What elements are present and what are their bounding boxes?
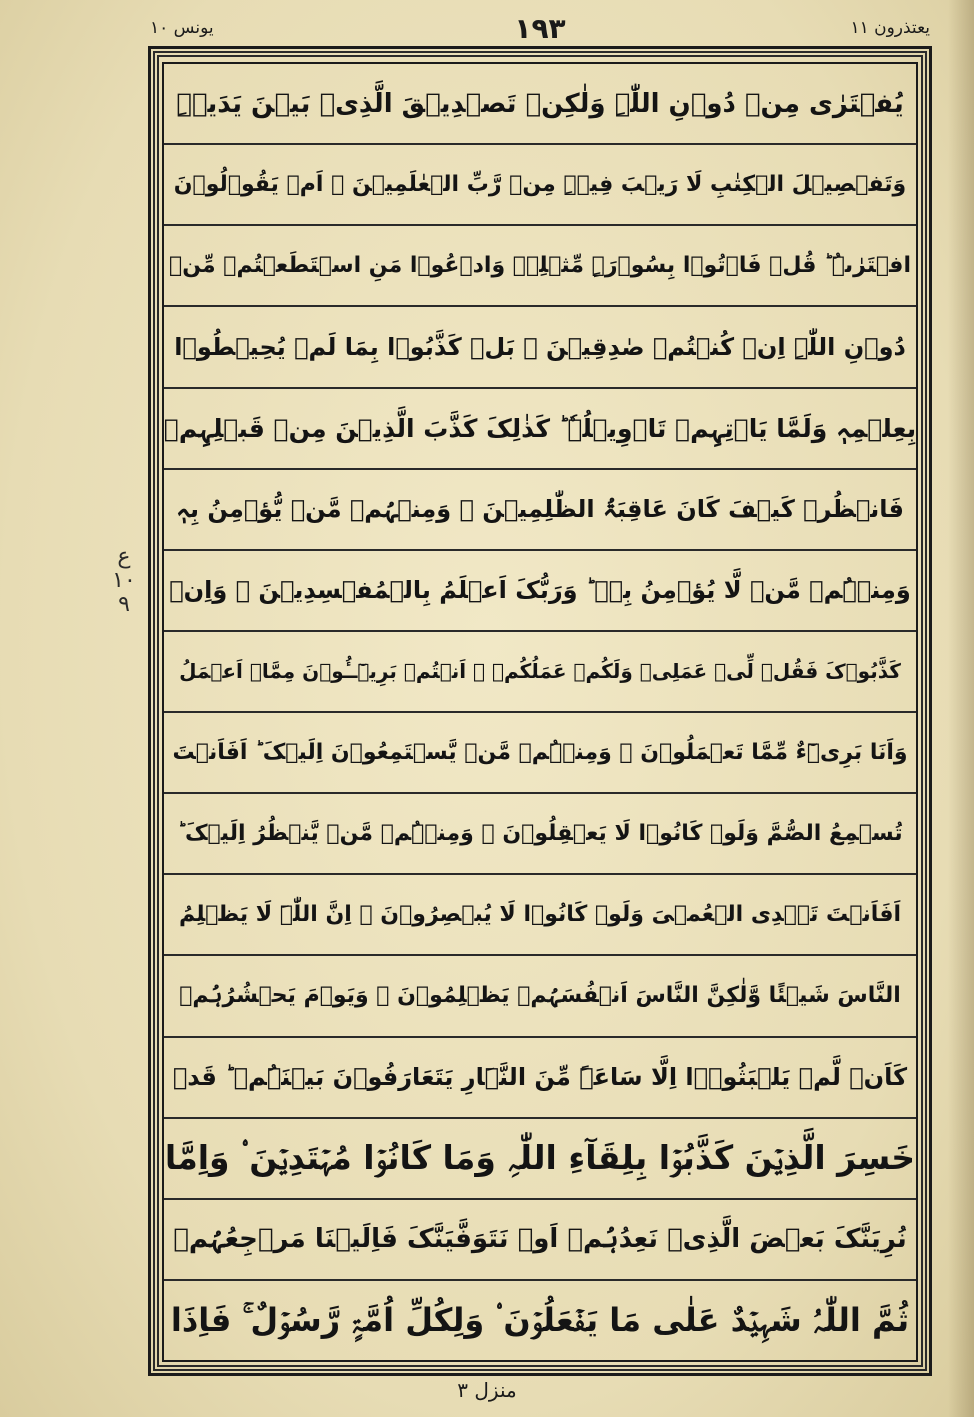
ruku-marginal-note: ع ۱۰ ۹ xyxy=(112,544,136,617)
text-line: النَّاسَ شَیۡئًا وَّلٰکِنَّ النَّاسَ اَنۡفُسَہُمۡ یَظۡلِمُوۡنَ ۟ وَیَوۡمَ یَحۡشُرُہُمۡ xyxy=(164,956,916,1037)
juz-title: یعتذرون ۱۱ xyxy=(850,18,930,38)
surah-title: یونس ۱۰ xyxy=(150,18,214,38)
text-block xyxy=(164,64,916,1360)
page-number: ۱۹۳ xyxy=(514,12,566,45)
text-line: وَمِنۡہُمۡ مَّنۡ لَّا یُؤۡمِنُ بِہٖ ؕ وَرَبُّکَ اَعۡلَمُ بِالۡمُفۡسِدِیۡنَ ۟ وَاِنۡ xyxy=(164,551,916,632)
manzil-footer: منزل ۳ xyxy=(457,1378,517,1402)
text-line: افۡتَرٰىہُ ؕ قُلۡ فَاۡتُوۡا بِسُوۡرَۃٍ مِّثۡلِہٖ وَادۡعُوۡا مَنِ اسۡتَطَعۡتُمۡ مِّنۡ xyxy=(164,226,916,307)
text-line: نُرِیَنَّکَ بَعۡضَ الَّذِیۡ نَعِدُہُمۡ اَوۡ نَتَوَفَّیَنَّکَ فَاِلَیۡنَا مَرۡجِعُہُمۡ xyxy=(164,1200,916,1281)
text-line: دُوۡنِ اللّٰہِ اِنۡ کُنۡتُمۡ صٰدِقِیۡنَ ۟ بَلۡ کَذَّبُوۡا بِمَا لَمۡ یُحِیۡطُوۡا xyxy=(164,307,916,388)
text-line: وَاَنَا بَرِیۡٓءٌ مِّمَّا تَعۡمَلُوۡنَ ۟ وَمِنۡہُمۡ مَّنۡ یَّسۡتَمِعُوۡنَ اِلَیۡکَ ؕ اَفَاَنۡتَ xyxy=(164,713,916,794)
text-line: تُسۡمِعُ الصُّمَّ وَلَوۡ کَانُوۡا لَا یَعۡقِلُوۡنَ ۟ وَمِنۡہُمۡ مَّنۡ یَّنۡظُرُ اِلَیۡکَ ؕ xyxy=(164,794,916,875)
text-line: کَاَنۡ لَّمۡ یَلۡبَثُوۡۤا اِلَّا سَاعَۃً مِّنَ النَّہَارِ یَتَعَارَفُوۡنَ بَیۡنَہُمۡ ؕ قَدۡ xyxy=(164,1038,916,1119)
text-line: یُفۡتَرٰی مِنۡ دُوۡنِ اللّٰہِ وَلٰکِنۡ تَصۡدِیۡقَ الَّذِیۡ بَیۡنَ یَدَیۡہِ xyxy=(164,64,916,145)
text-line: فَانۡظُرۡ کَیۡفَ کَانَ عَاقِبَۃُ الظّٰلِمِیۡنَ ۟ وَمِنۡہُمۡ مَّنۡ یُّؤۡمِنُ بِہٖ xyxy=(164,470,916,551)
text-line: اَفَاَنۡتَ تَہۡدِی الۡعُمۡیَ وَلَوۡ کَانُوۡا لَا یُبۡصِرُوۡنَ ۟ اِنَّ اللّٰہَ لَا یَظۡلِمُ xyxy=(164,875,916,956)
page-fold-shadow xyxy=(948,0,974,1417)
text-line: کَذَّبُوۡکَ فَقُلۡ لِّیۡ عَمَلِیۡ وَلَکُمۡ عَمَلُکُمۡ ۚ اَنۡتُمۡ بَرِیۡٓــُٔوۡنَ مِمَّاۤ اَعۡمَلُ xyxy=(164,632,916,713)
text-line: بِعِلۡمِہٖ وَلَمَّا یَاۡتِہِمۡ تَاۡوِیۡلُہٗ ؕ کَذٰلِکَ کَذَّبَ الَّذِیۡنَ مِنۡ قَبۡلِہِمۡ xyxy=(164,389,916,470)
page-header xyxy=(150,12,930,46)
text-line: وَتَفۡصِیۡلَ الۡکِتٰبِ لَا رَیۡبَ فِیۡہِ مِنۡ رَّبِّ الۡعٰلَمِیۡنَ ۟ اَمۡ یَقُوۡلُوۡنَ xyxy=(164,145,916,226)
text-line: ثُمَّ اللّٰہُ شَہِیۡدٌ عَلٰی مَا یَفۡعَلُوۡنَ ۟ وَلِکُلِّ اُمَّۃٍ رَّسُوۡلٌ ۚ فَاِذَا xyxy=(170,1300,910,1339)
text-line: خَسِرَ الَّذِیۡنَ کَذَّبُوۡا بِلِقَآءِ اللّٰہِ وَمَا کَانُوۡا مُہۡتَدِیۡنَ ۟ وَاِمَّا xyxy=(164,1119,916,1200)
